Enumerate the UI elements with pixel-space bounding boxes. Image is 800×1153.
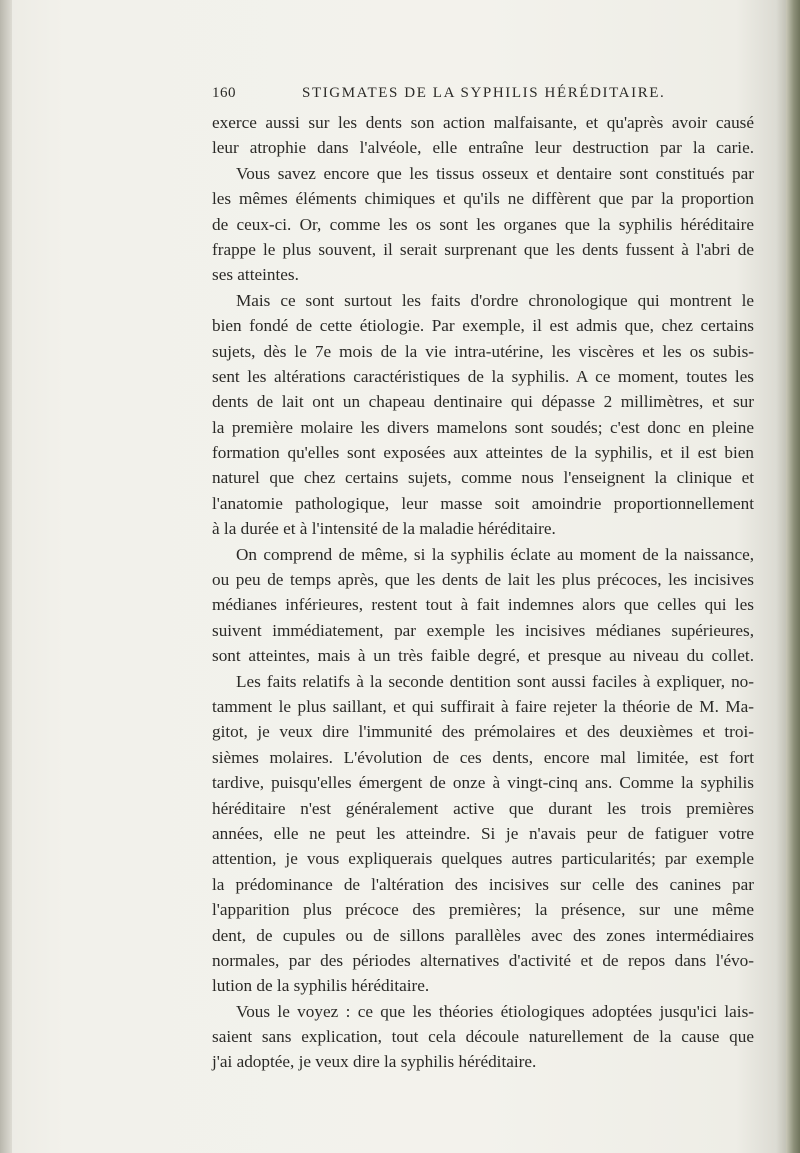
text-line: sent les altérations caractéristiques de la syphilis. A ce moment, toutes les — [212, 366, 754, 386]
text-line: lution de la syphilis héréditaire. — [212, 976, 430, 996]
text-line: gitot, je veux dire l'immunité des prémolaires et des deuxièmes et troi- — [212, 722, 754, 742]
text-line: attention, je vous expliquerais quelques autres particularités; par exemple — [212, 849, 754, 869]
text-line: normales, par des périodes alternatives d'activité et de repos dans l'évo- — [212, 950, 754, 970]
text-line: ou peu de temps après, que les dents de lait les plus précoces, les incisives — [212, 570, 754, 590]
text-line: tardive, puisqu'elles émergent de onze à vingt-cinq ans. Comme la syphilis — [212, 773, 754, 793]
text-line: l'anatomie pathologique, leur masse soit amoindrie proportionnellement — [212, 493, 754, 513]
text-line: tamment le plus saillant, et qui suffirait à faire rejeter la théorie de M. Ma- — [212, 696, 754, 716]
text-line: années, elle ne peut les atteindre. Si je n'avais peur de fatiguer votre — [212, 823, 754, 843]
text-line: leur atrophie dans l'alvéole, elle entraîne leur destruction par la carie. — [212, 138, 754, 158]
text-line: Mais ce sont surtout les faits d'ordre chronologique qui montrent le — [236, 290, 754, 310]
text-line: médianes inférieures, restent tout à fait indemnes alors que celles qui les — [212, 595, 754, 615]
text-line: les mêmes éléments chimiques et qu'ils ne diffèrent que par la proportion — [212, 189, 754, 209]
text-line: suivent immédiatement, par exemple les incisives médianes supérieures, — [212, 620, 754, 640]
text-line: à la durée et à l'intensité de la maladie héréditaire. — [212, 519, 556, 539]
body-text — [212, 110, 754, 1075]
page-gutter-shadow — [0, 0, 12, 1153]
text-line: de ceux-ci. Or, comme les os sont les organes que la syphilis héréditaire — [212, 214, 754, 234]
text-line: la première molaire les divers mamelons sont soudés; c'est donc en pleine — [212, 417, 754, 437]
text-line: sont atteintes, mais à un très faible degré, et presque au niveau du collet. — [212, 646, 754, 666]
text-line: sujets, dès le 7e mois de la vie intra-utérine, les viscères et les os subis- — [212, 341, 754, 361]
text-line: Vous savez encore que les tissus osseux et dentaire sont constitués par — [236, 163, 754, 183]
page-edge-shadow — [786, 0, 800, 1153]
running-header — [212, 85, 752, 107]
text-line: naturel que chez certains sujets, comme nous l'enseignent la clinique et — [212, 468, 754, 488]
running-title: STIGMATES DE LA SYPHILIS HÉRÉDITAIRE. — [302, 85, 666, 101]
text-line: ses atteintes. — [212, 265, 299, 285]
text-line: Vous le voyez : ce que les théories étiologiques adoptées jusqu'ici lais- — [236, 1001, 754, 1021]
text-line: dent, de cupules ou de sillons parallèles avec des zones intermédiaires — [212, 925, 754, 945]
text-line: sièmes molaires. L'évolution de ces dents, encore mal limitée, est fort — [212, 747, 754, 767]
text-line: formation qu'elles sont exposées aux atteintes de la syphilis, et il est bien — [212, 443, 754, 463]
text-line: On comprend de même, si la syphilis éclate au moment de la naissance, — [236, 544, 754, 564]
text-line: l'apparition plus précoce des premières; la présence, sur une même — [212, 900, 754, 920]
text-line: frappe le plus souvent, il serait surprenant que les dents fussent à l'abri de — [212, 239, 754, 259]
text-line: héréditaire n'est généralement active que durant les trois premières — [212, 798, 754, 818]
text-line: exerce aussi sur les dents son action malfaisante, et qu'après avoir causé — [212, 113, 754, 132]
text-line: dents de lait ont un chapeau dentinaire qui dépasse 2 millimètres, et sur — [212, 392, 754, 412]
text-line: saient sans explication, tout cela découle naturellement de la cause que — [212, 1027, 754, 1047]
text-line: la prédominance de l'altération des incisives sur celle des canines par — [212, 874, 754, 894]
text-line: j'ai adoptée, je veux dire la syphilis héréditaire. — [212, 1052, 537, 1072]
text-line: Les faits relatifs à la seconde dentition sont aussi faciles à expliquer, no- — [236, 671, 754, 691]
text-line: bien fondé de cette étiologie. Par exemple, il est admis que, chez certains — [212, 316, 754, 336]
page-number: 160 — [212, 85, 236, 101]
